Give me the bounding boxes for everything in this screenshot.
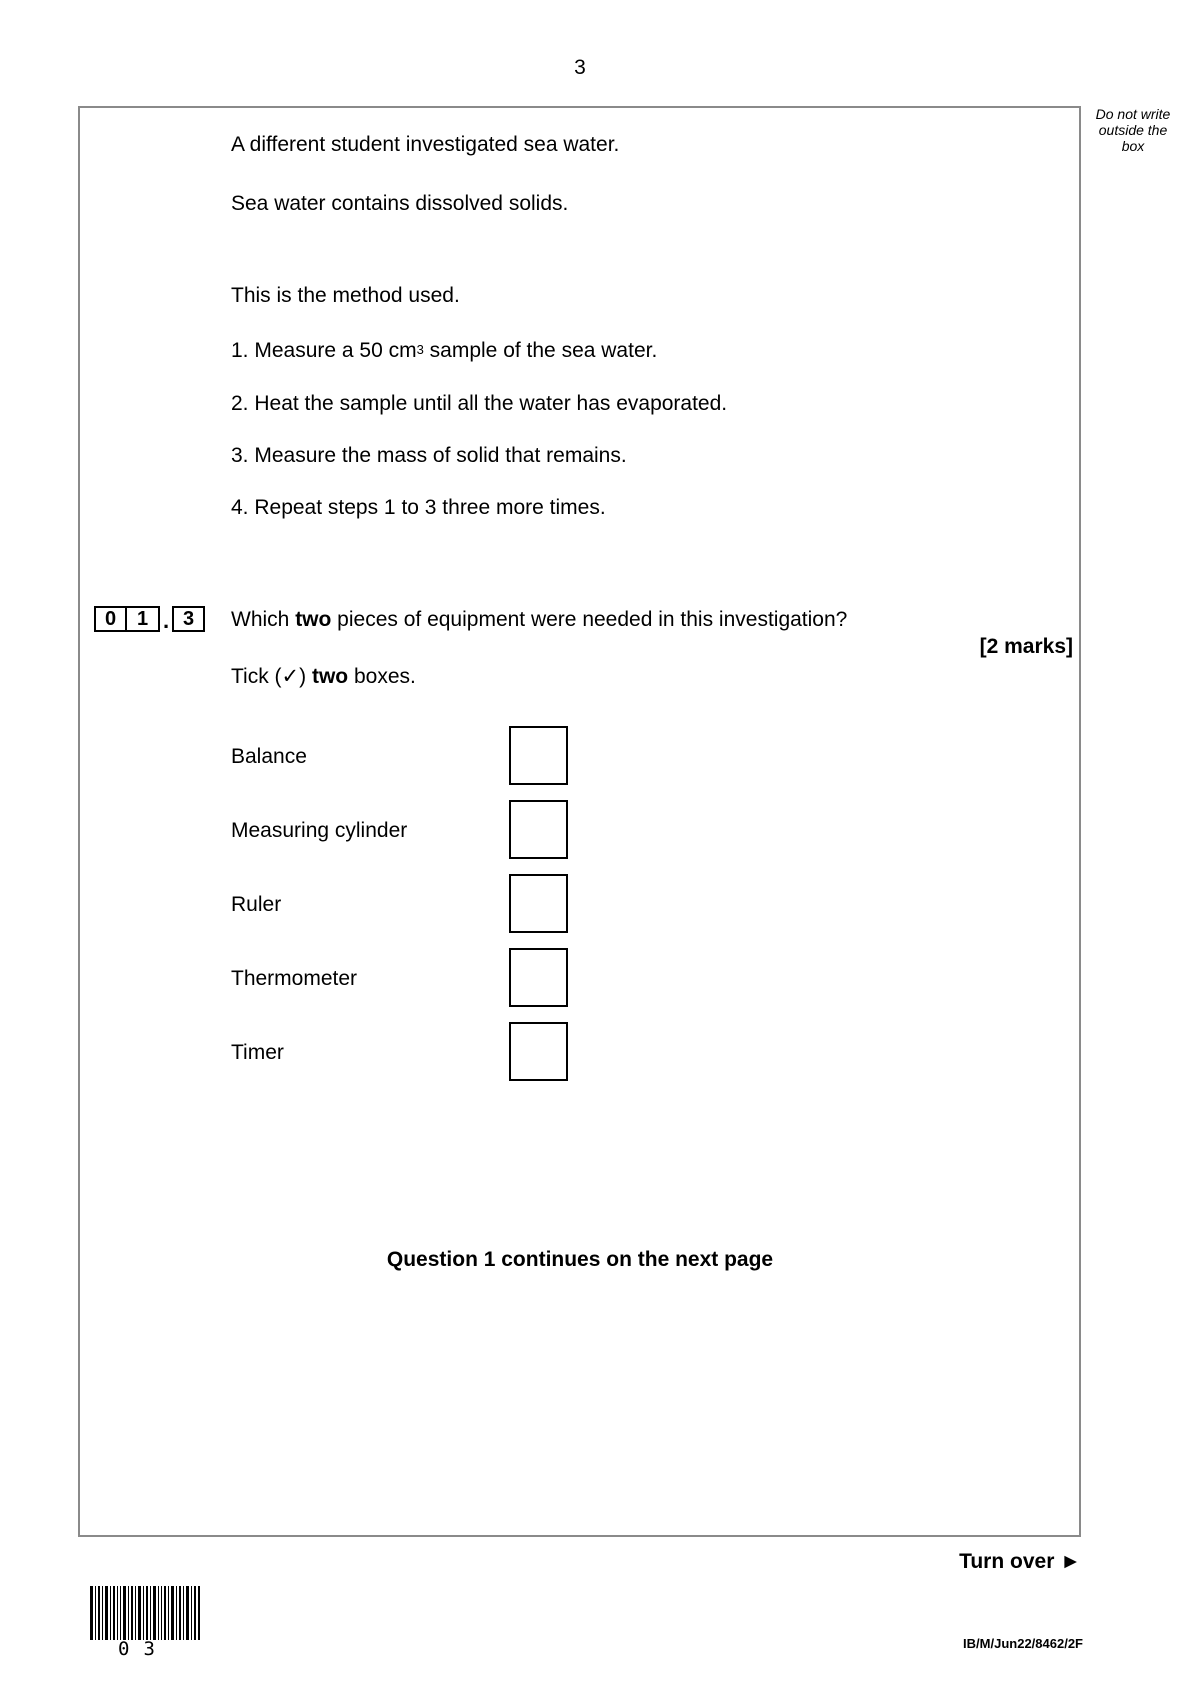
tick-instruction (231, 664, 416, 689)
option-label-ruler: Ruler (231, 893, 282, 916)
question-text-start: Which (231, 608, 296, 631)
tick-instruction-start: Tick ( (231, 665, 282, 688)
tick-instruction-mid: ) (299, 665, 312, 688)
answer-frame (78, 106, 1081, 1537)
barcode-digits: 03 (118, 1638, 169, 1660)
tickbox-balance[interactable] (509, 726, 568, 785)
question-part-digit: 3 (172, 606, 205, 632)
tickbox-timer[interactable] (509, 1022, 568, 1081)
question-text (231, 608, 847, 632)
method-step-1-superscript: 3 (416, 342, 424, 357)
method-step-3: 3. Measure the mass of solid that remains. (231, 444, 627, 467)
margin-note (1088, 106, 1178, 154)
method-step-2: 2. Heat the sample until all the water has evaporated. (231, 392, 728, 415)
intro-line-1: A different student investigated sea water. (231, 133, 620, 156)
question-number-digit-1: 0 (94, 606, 127, 632)
tickbox-ruler[interactable] (509, 874, 568, 933)
question-number-digit-2: 1 (127, 606, 160, 632)
tick-mark-icon: ✓ (281, 665, 300, 688)
continues-notice: Question 1 continues on the next page (386, 1248, 774, 1271)
turn-over-label: Turn over ► (959, 1550, 1081, 1573)
option-label-balance: Balance (231, 745, 307, 768)
intro-line-2: Sea water contains dissolved solids. (231, 192, 569, 215)
margin-note-line-1: Do not write (1095, 106, 1171, 122)
barcode-icon (90, 1586, 200, 1640)
margin-note-line-2: outside the (1098, 122, 1168, 138)
question-number-separator: . (162, 608, 170, 633)
question-text-bold: two (295, 608, 332, 631)
tickbox-thermometer[interactable] (509, 948, 568, 1007)
page-number: 3 (574, 56, 586, 79)
question-number (94, 606, 205, 632)
marks-label: [2 marks] (979, 635, 1073, 658)
tick-instruction-end: boxes. (348, 665, 416, 688)
method-step-1 (231, 339, 657, 363)
tick-instruction-bold: two (311, 665, 349, 688)
question-text-end: pieces of equipment were needed in this investigation? (331, 608, 848, 631)
paper-reference: IB/M/Jun22/8462/2F (963, 1636, 1083, 1651)
option-label-measuring-cylinder: Measuring cylinder (231, 819, 408, 842)
tickbox-measuring-cylinder[interactable] (509, 800, 568, 859)
method-step-4: 4. Repeat steps 1 to 3 three more times. (231, 496, 606, 519)
method-heading: This is the method used. (231, 284, 460, 307)
method-step-1-text-end: sample of the sea water. (423, 339, 658, 362)
method-step-1-text: 1. Measure a 50 cm (231, 339, 417, 362)
margin-note-line-3: box (1121, 138, 1145, 154)
option-label-timer: Timer (231, 1041, 284, 1064)
option-label-thermometer: Thermometer (231, 967, 358, 990)
